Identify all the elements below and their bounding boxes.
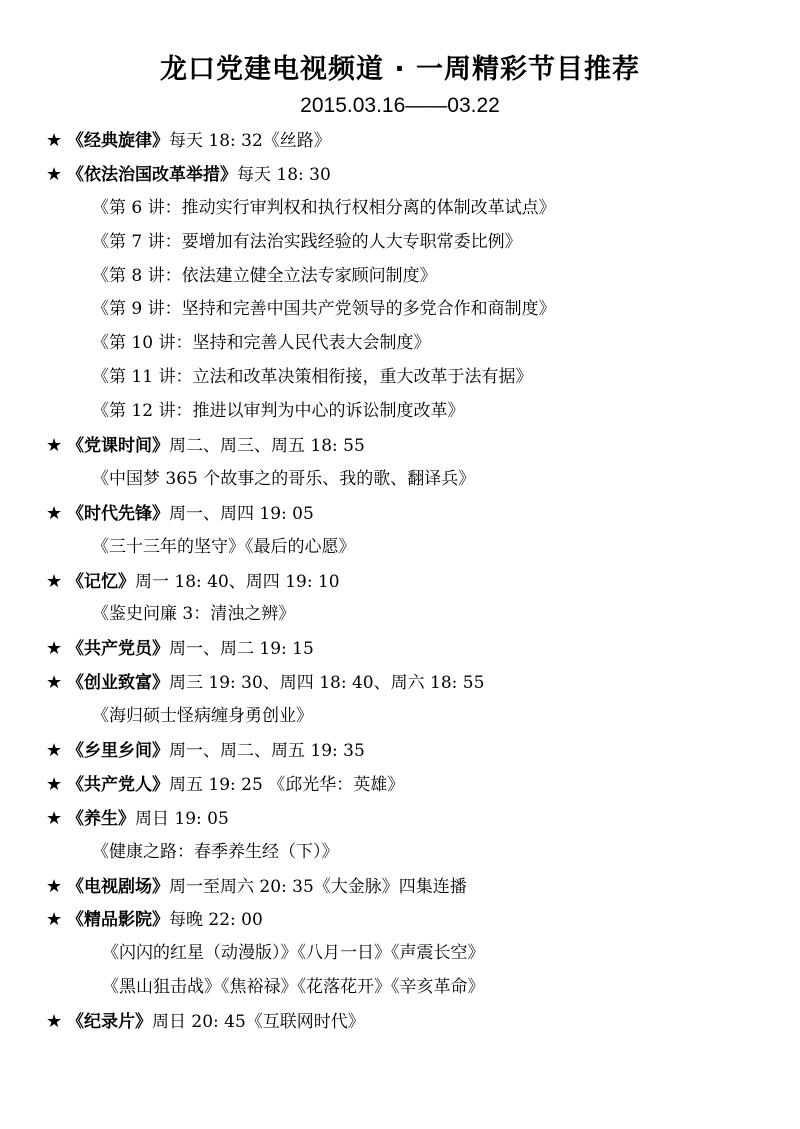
program-name: 《创业致富》 [67,673,169,694]
program-entry [46,666,786,700]
program-schedule: 周一 18: 40、周四 19: 10 [135,571,340,592]
program-entry [46,768,786,802]
program-entry [46,124,786,158]
star-icon: ★ [46,740,63,762]
program-schedule: 每天 18: 32《丝路》 [169,131,331,151]
program-name: 《电视剧场》 [67,876,169,897]
episode-line: 《第 12 讲：推进以审判为中心的诉讼制度改革》 [92,401,465,422]
program-list [46,124,786,1039]
star-icon: ★ [46,163,63,185]
star-icon: ★ [46,570,63,592]
program-schedule: 周日 19: 05 [135,808,229,829]
episode-line: 《黑山狙击战》《焦裕禄》《花落花开》《辛亥革命》 [102,977,485,998]
episode-line: 《健康之路：春季养生经（下）》 [92,841,339,862]
program-entry [46,429,786,463]
program-name: 《纪录片》 [67,1012,152,1033]
star-icon: ★ [46,807,63,829]
program-schedule: 周日 20: 45《互联网时代》 [152,1012,365,1033]
star-icon: ★ [46,130,63,151]
program-schedule: 周五 19: 25 《邱光华：英雄》 [169,774,405,795]
episode-line: 《第 9 讲：坚持和完善中国共产党领导的多党合作和商制度》 [92,299,556,320]
episode-line: 《第 6 讲：推动实行审判权和执行权相分离的体制改革试点》 [92,197,556,218]
star-icon: ★ [46,773,63,795]
program-name: 《共产党人》 [67,774,169,795]
star-icon: ★ [46,1011,63,1033]
episode-line: 《第 8 讲：依法建立健全立法专家顾问制度》 [92,265,437,286]
program-schedule: 周三 19: 30、周四 18: 40、周六 18: 55 [169,673,485,694]
program-entry [46,632,786,666]
star-icon: ★ [46,435,63,457]
page-title: 龙口党建电视频道 · 一周精彩节目推荐 [159,54,641,85]
program-name: 《时代先锋》 [67,503,169,524]
episode-line: 《三十三年的坚守》《最后的心愿》 [92,536,356,557]
episode-line: 《鉴史问廉 3：清浊之辨》 [92,604,296,625]
program-name: 《依法治国改革举措》 [67,164,237,185]
episode-line: 《中国梦 365 个故事之的哥乐、我的歌、翻译兵》 [92,468,476,489]
episode-line: 《海归硕士怪病缠身勇创业》 [92,706,313,727]
star-icon: ★ [46,875,63,897]
program-name: 《乡里乡间》 [67,741,169,762]
program-schedule: 周一、周二 19: 15 [169,639,314,660]
star-icon: ★ [46,909,63,931]
program-entry [46,903,786,937]
program-name: 《共产党员》 [67,639,169,660]
program-schedule: 每晚 22: 00 [169,910,263,931]
program-entry [46,1005,786,1039]
program-entry [46,565,786,599]
program-name: 《精品影院》 [67,910,169,931]
program-entry [46,734,786,768]
program-schedule: 每天 18: 30 [237,164,331,185]
program-name: 《经典旋律》 [67,131,169,151]
program-entry [46,802,786,836]
episode-line: 《第 7 讲：要增加有法治实践经验的人大专职常委比例》 [92,231,522,252]
star-icon: ★ [46,502,63,524]
star-icon: ★ [46,638,63,660]
episode-line: 《第 10 讲：坚持和完善人民代表大会制度》 [92,333,431,354]
episode-line: 《闪闪的红星（动漫版）》《八月一日》《声震长空》 [102,943,485,964]
program-entry [46,870,786,904]
program-schedule: 周一至周六 20: 35《大金脉》四集连播 [169,876,467,897]
date-range: 2015.03.16——03.22 [300,94,500,117]
star-icon: ★ [46,672,63,694]
program-entry [46,158,786,192]
episode-line: 《第 11 讲：立法和改革决策相衔接，重大改革于法有据》 [92,367,533,388]
program-schedule: 周一、周二、周五 19: 35 [169,741,365,762]
program-name: 《党课时间》 [67,436,169,457]
program-schedule: 周一、周四 19: 05 [169,503,314,524]
program-schedule: 周二、周三、周五 18: 55 [169,436,365,457]
program-entry [46,497,786,531]
program-name: 《记忆》 [67,571,135,592]
program-name: 《养生》 [67,808,135,829]
